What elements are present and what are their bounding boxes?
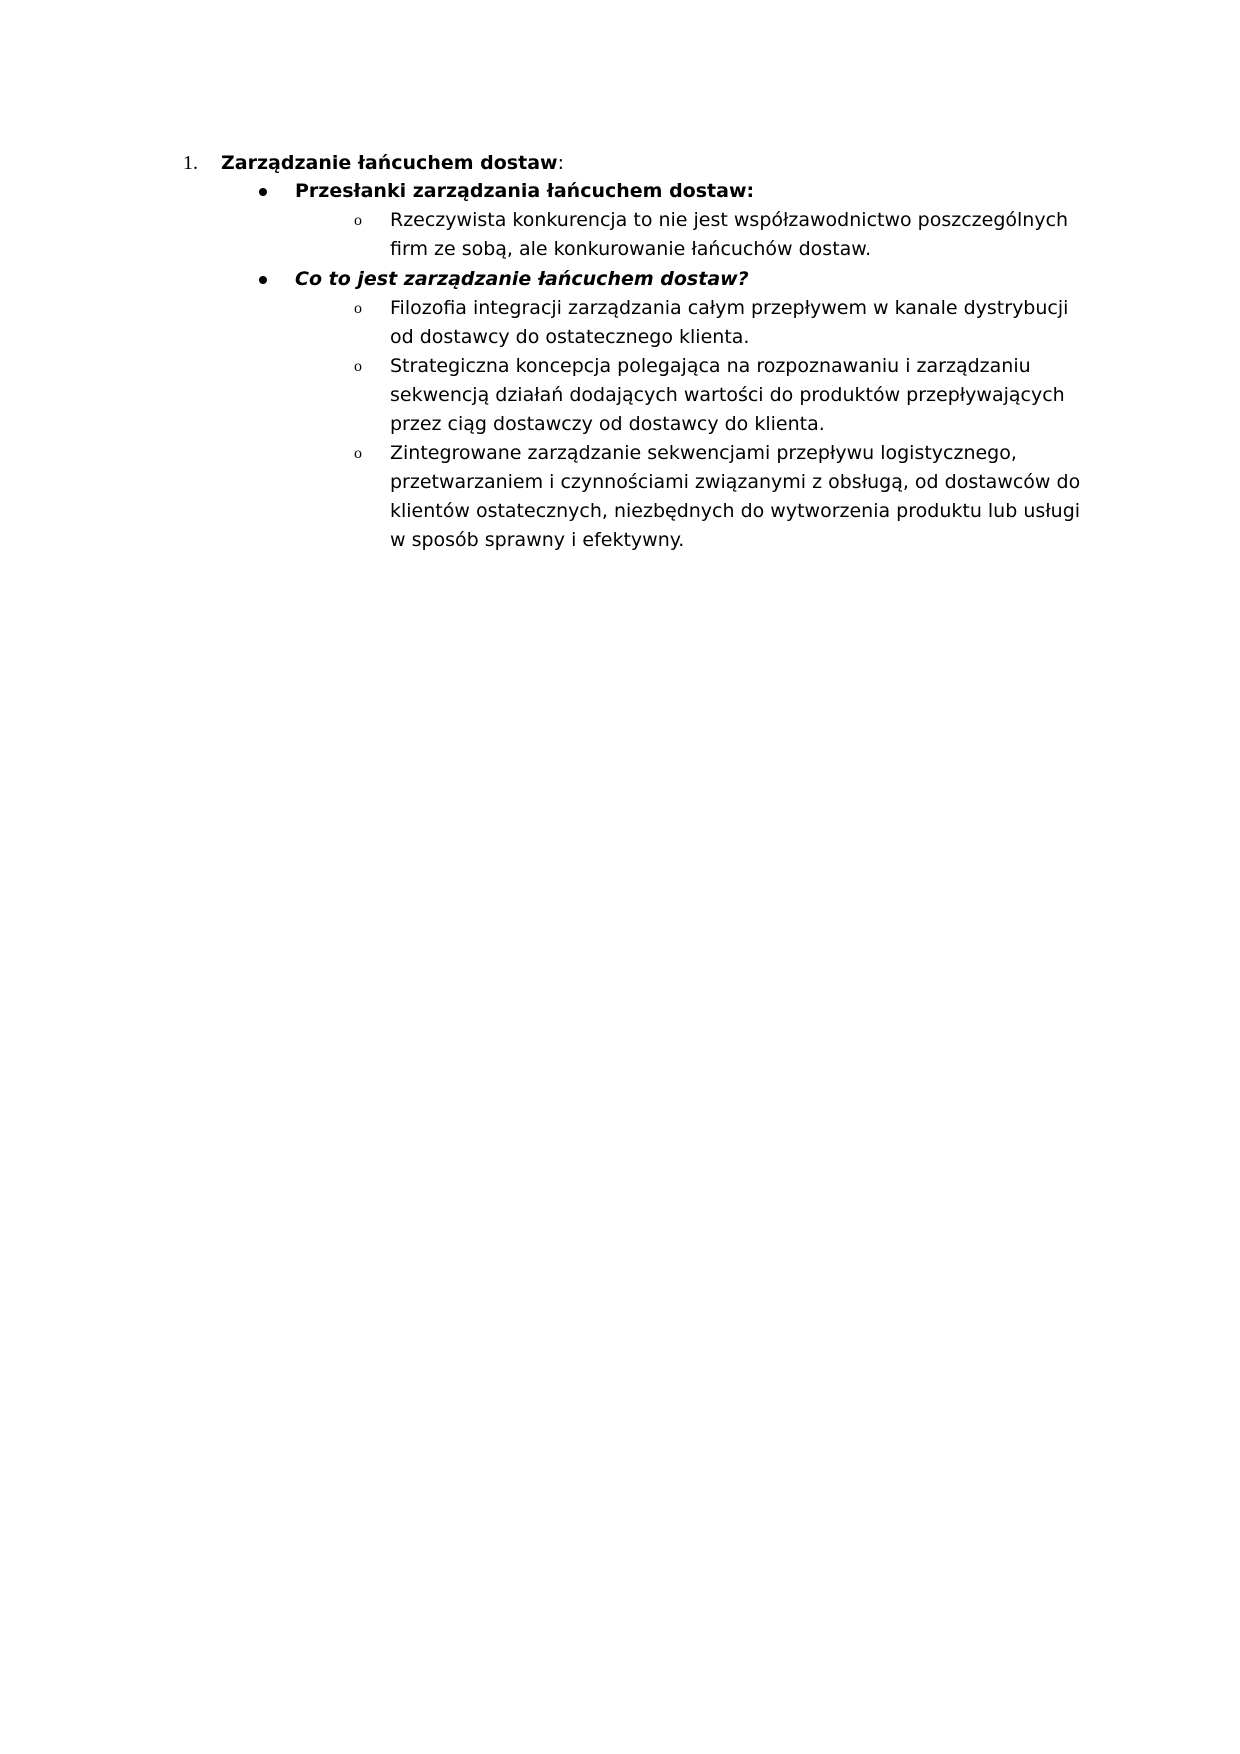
circle-bullet-icon: o xyxy=(354,358,362,375)
sub-item-line: firm ze sobą, ale konkurowanie łańcuchów dostaw. xyxy=(390,238,872,260)
section-heading: Co to jest zarządzanie łańcuchem dostaw? xyxy=(295,268,749,290)
sub-item-line: sekwencją działań dodających wartości do produktów przepływających xyxy=(390,384,1065,406)
circle-bullet-icon: o xyxy=(354,300,362,317)
sub-item-line: w sposób sprawny i efektywny. xyxy=(390,529,685,551)
sub-item-line: klientów ostatecznych, niezbędnych do wytworzenia produktu lub usługi xyxy=(390,500,1081,522)
list-item-title-line xyxy=(221,149,564,178)
section-heading: Przesłanki zarządzania łańcuchem dostaw: xyxy=(295,180,755,202)
circle-bullet-icon: o xyxy=(354,212,362,229)
sub-item-line: od dostawcy do ostatecznego klienta. xyxy=(390,326,750,348)
sub-item-line: Filozofia integracji zarządzania całym przepływem w kanale dystrybucji xyxy=(390,297,1069,319)
sub-item-line: Rzeczywista konkurencja to nie jest współzawodnictwo poszczególnych xyxy=(390,209,1069,231)
sub-item-line: przez ciąg dostawczy od dostawcy do klienta. xyxy=(390,413,825,435)
sub-item-line: przetwarzaniem i czynnościami związanymi z obsługą, od dostawców do xyxy=(390,471,1081,493)
list-item-title: Zarządzanie łańcuchem dostaw xyxy=(221,152,558,174)
sub-item-line: Strategiczna koncepcja polegająca na rozpoznawaniu i zarządzaniu xyxy=(390,355,1031,377)
list-item-title-suffix: : xyxy=(557,152,564,174)
bullet-icon xyxy=(259,276,267,284)
bullet-icon xyxy=(259,188,267,196)
sub-item-line: Zintegrowane zarządzanie sekwencjami przepływu logistycznego, xyxy=(390,442,1017,464)
list-number: 1. xyxy=(183,152,198,174)
circle-bullet-icon: o xyxy=(354,445,362,462)
